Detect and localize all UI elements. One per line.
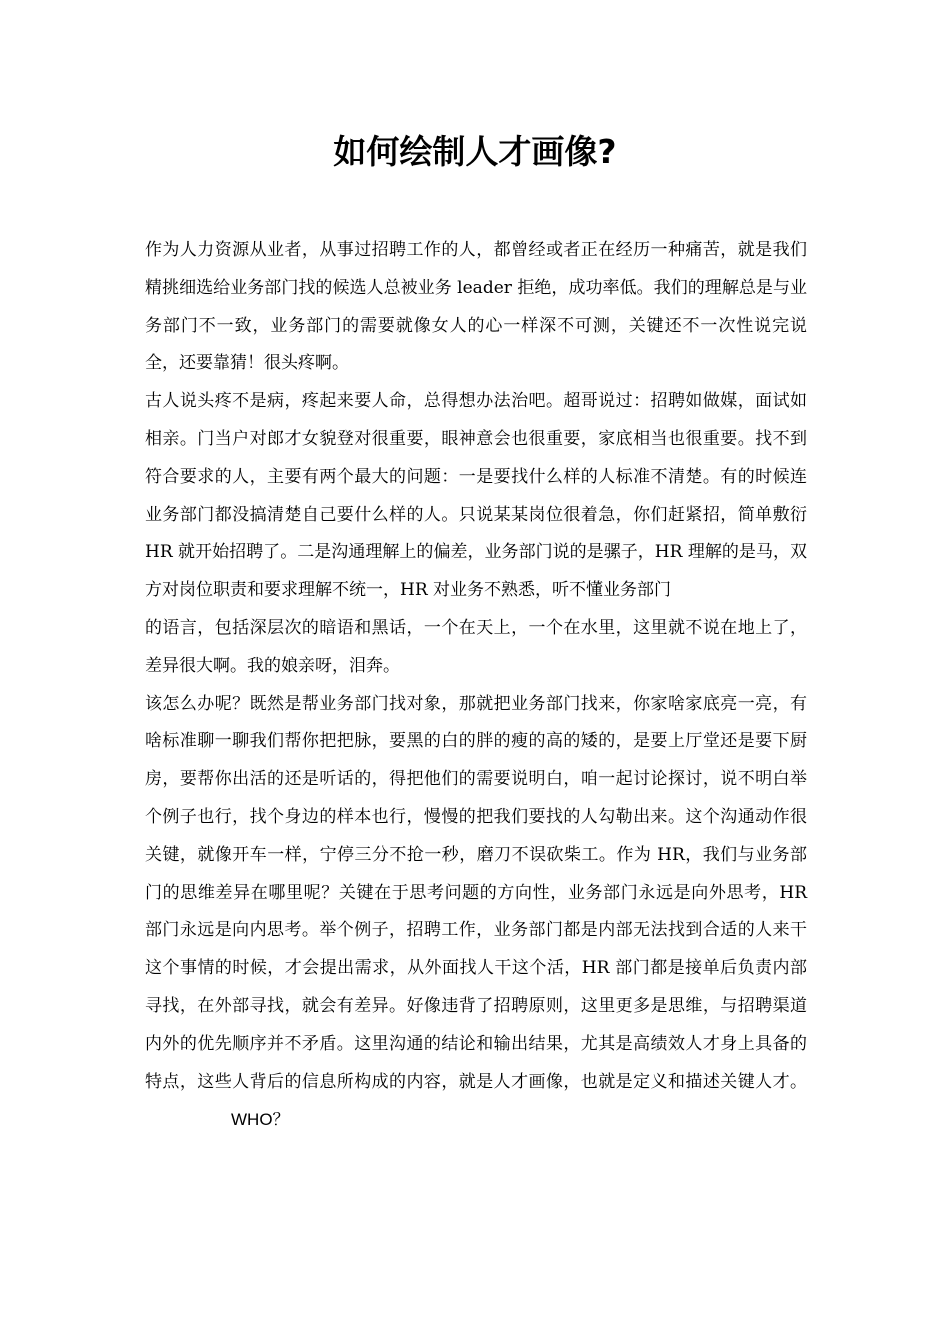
paragraph-3: 的语言，包括深层次的暗语和黑话，一个在天上，一个在水里，这里就不说在地上了，差异很大啊。我的娘亲呀，泪奔。	[145, 617, 807, 676]
paragraph-1: 作为人力资源从业者，从事过招聘工作的人，都曾经或者正在经历一种痛苦，就是我们精挑细选给业务部门找的候选人总被业务 leader 拒绝，成功率低。我们的理解总是与业务部门不一致，业务部门的需要就像女人的心一样深不可测，关键还不一次性说完说全，还要靠猜！很头疼啊。	[145, 240, 807, 374]
paragraph-4	[145, 686, 807, 1141]
paragraph-2: 古人说头疼不是病，疼起来要人命，总得想办法治吧。超哥说过：招聘如做媒，面试如相亲。门当户对郎才女貌登对很重要，眼神意会也很重要，家底相当也很重要。找不到符合要求的人，主要有两个最大的问题：一是要找什么样的人标准不清楚。有的时候连业务部门都没搞清楚自己要什么样的人。只说某某岗位很着急，你们赶紧招，简单敷衍 HR 就开始招聘了。二是沟通理解上的偏差，业务部门说的是骡子，HR 理解的是马，双方对岗位职责和要求理解不统一，HR 对业务不熟悉，听不懂业务部门	[145, 391, 807, 601]
who-label: WHO？	[231, 1110, 290, 1130]
document-title: 如何绘制人才画像?	[333, 132, 617, 171]
document-body	[145, 232, 807, 1140]
paragraph-4-text: 该怎么办呢？既然是帮业务部门找对象，那就把业务部门找来，你家啥家底亮一亮，有啥标准聊一聊我们帮你把把脉，要黑的白的胖的瘦的高的矮的，是要上厅堂还是要下厨房，要帮你出活的还是听话的，得把他们的需要说明白，咱一起讨论探讨，说不明白举个例子也行，找个身边的样本也行，慢慢的把我们要找的人勾勒出来。这个沟通动作很关键，就像开车一样，宁停三分不抢一秒，磨刀不误砍柴工。作为 HR，我们与业务部门的思维差异在哪里呢？关键在于思考问题的方向性，业务部门永远是向外思考，HR 部门永远是向内思考。举个例子，招聘工作，业务部门都是内部无法找到合适的人来干这个事情的时候，才会提出需求，从外面找人干这个活，HR 部门都是接单后负责内部寻找，在外部寻找，就会有差异。好像违背了招聘原则，这里更多是思维，与招聘渠道内外的优先顺序并不矛盾。这里沟通的结论和输出结果，尤其是高绩效人才身上具备的特点，这些人背后的信息所构成的内容，就是人才画像，也就是定义和描述关键人才。	[145, 693, 807, 1092]
